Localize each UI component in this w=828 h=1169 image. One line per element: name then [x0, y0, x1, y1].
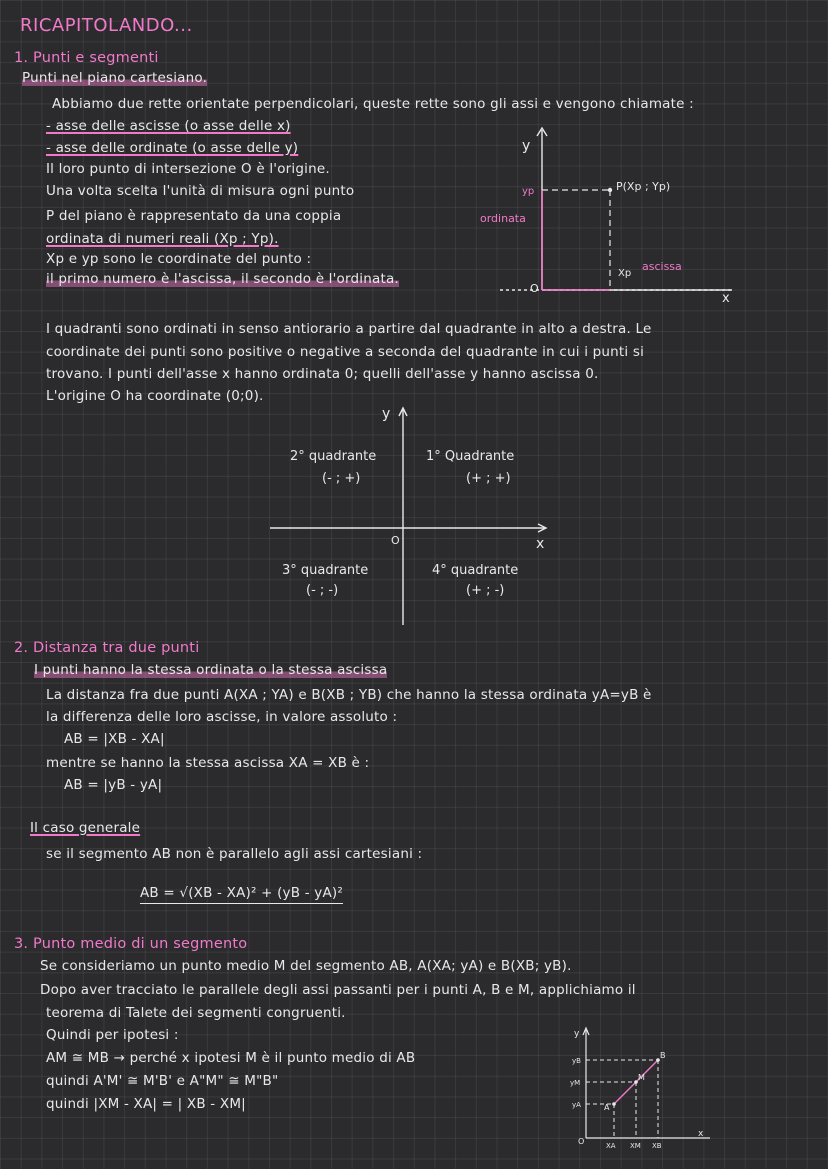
mid-fig-a-label: A: [604, 1103, 610, 1112]
text-line: coordinate dei punti sono positive o negative a seconda del quadrante in cui i punti si: [46, 344, 645, 360]
section-1-subheading: Punti nel piano cartesiano.: [22, 70, 208, 86]
quad-2-label: 2° quadrante: [290, 449, 377, 464]
section-2-general-case: Il caso generale: [30, 820, 141, 836]
text-line: I quadranti sono ordinati in senso antiorario a partire dal quadrante in alto a destra. Le: [46, 321, 652, 337]
text-line: Abbiamo due rette orientate perpendicolari, queste rette sono gli assi e vengono chiamate :: [52, 96, 694, 112]
text-line: Quindi per ipotesi :: [46, 1027, 179, 1043]
text-line: - asse delle ordinate (o asse delle y): [46, 140, 299, 156]
fig1-xp-label: Xp: [618, 268, 632, 279]
mid-fig-y-label: y: [574, 1029, 580, 1039]
mid-fig-xm-label: XM: [630, 1142, 641, 1150]
quad-2-signs: (- ; +): [322, 471, 361, 486]
text-line: P del piano è rappresentato da una coppia: [46, 208, 342, 224]
mid-fig-ym-label: yM: [570, 1079, 581, 1087]
text-line: L'origine O ha coordinate (0;0).: [46, 388, 264, 404]
fig1-ascissa-label: ascissa: [642, 260, 682, 273]
quad-1-label: 1° Quadrante: [426, 449, 515, 464]
fig1-x-label: x: [722, 291, 730, 305]
quad-1-signs: (+ ; +): [466, 471, 511, 486]
formula-general: AB = √(XB - XA)² + (yB - yA)²: [140, 885, 343, 904]
midpoint-figure: [560, 1020, 720, 1150]
text-line: La distanza fra due punti A(XA ; YA) e B(XB ; YB) che hanno la stessa ordinata yA=yB è: [46, 687, 652, 703]
text-line: quindi |XM - XA| = | XB - XM|: [46, 1096, 246, 1112]
quadrants-figure: [260, 400, 580, 630]
text-line: - asse delle ascisse (o asse delle x): [46, 118, 291, 134]
quad-3-label: 3° quadrante: [282, 563, 369, 578]
mid-fig-xa-label: XA: [606, 1142, 616, 1150]
mid-fig-yb-label: yB: [572, 1057, 581, 1065]
text-line: mentre se hanno la stessa ascissa XA = XB è :: [46, 755, 370, 771]
page-title: RICAPITOLANDO...: [20, 15, 193, 36]
section-2-heading: 2. Distanza tra due punti: [14, 640, 200, 656]
mid-fig-ya-label: yA: [572, 1101, 581, 1109]
text-line: AM ≅ MB → perché x ipotesi M è il punto medio di AB: [46, 1050, 416, 1066]
quad-4-signs: (+ ; -): [466, 583, 505, 598]
text-line: trovano. I punti dell'asse x hanno ordinata 0; quelli dell'asse y hanno ascissa 0.: [46, 366, 599, 382]
text-line: Se consideriamo un punto medio M del segmento AB, A(XA; yA) e B(XB; yB).: [40, 958, 572, 974]
mid-fig-xb-label: XB: [652, 1142, 662, 1150]
mid-fig-m-label: M: [638, 1073, 645, 1082]
text-line: quindi A'M' ≅ M'B' e A"M" ≅ M"B": [46, 1073, 279, 1089]
fig1-point-label: P(Xp ; Yp): [616, 180, 671, 193]
mid-fig-b-label: B: [660, 1051, 666, 1060]
fig1-ordinata-label: ordinata: [480, 212, 526, 225]
quad-4-label: 4° quadrante: [432, 563, 519, 578]
text-line: Xp e yp sono le coordinate del punto :: [46, 251, 312, 267]
section-1-heading: 1. Punti e segmenti: [14, 50, 159, 66]
quad-y-label: y: [382, 406, 391, 422]
formula-ab-y: AB = |yB - yA|: [64, 777, 163, 793]
cartesian-point-figure: [470, 120, 750, 305]
text-line: Dopo aver tracciato le parallele degli assi passanti per i punti A, B e M, applichiamo il: [40, 982, 636, 998]
text-line: ordinata di numeri reali (Xp ; Yp).: [46, 231, 279, 247]
text-line: la differenza delle loro ascisse, in valore assoluto :: [46, 709, 398, 725]
section-3-heading: 3. Punto medio di un segmento: [14, 936, 248, 952]
text-line: Una volta scelta l'unità di misura ogni punto: [46, 183, 355, 199]
fig1-yp-label: yp: [522, 186, 535, 197]
formula-ab-x: AB = |XB - XA|: [64, 731, 165, 747]
fig1-origin-label: O: [530, 282, 539, 295]
mid-fig-origin-label: O: [578, 1137, 585, 1146]
quad-3-signs: (- ; -): [306, 583, 339, 598]
text-line: Il loro punto di intersezione O è l'origine.: [46, 161, 330, 177]
text-line: se il segmento AB non è parallelo agli assi cartesiani :: [46, 846, 423, 862]
text-line: il primo numero è l'ascissa, il secondo è l'ordinata.: [46, 271, 399, 287]
text-line: teorema di Talete dei segmenti congruenti.: [46, 1005, 346, 1021]
mid-fig-x-label: x: [698, 1129, 704, 1139]
fig1-y-label: y: [522, 138, 531, 154]
quad-x-label: x: [536, 536, 545, 552]
section-2-subheading: I punti hanno la stessa ordinata o la stessa ascissa: [34, 662, 388, 678]
quad-origin-label: O: [391, 534, 400, 547]
